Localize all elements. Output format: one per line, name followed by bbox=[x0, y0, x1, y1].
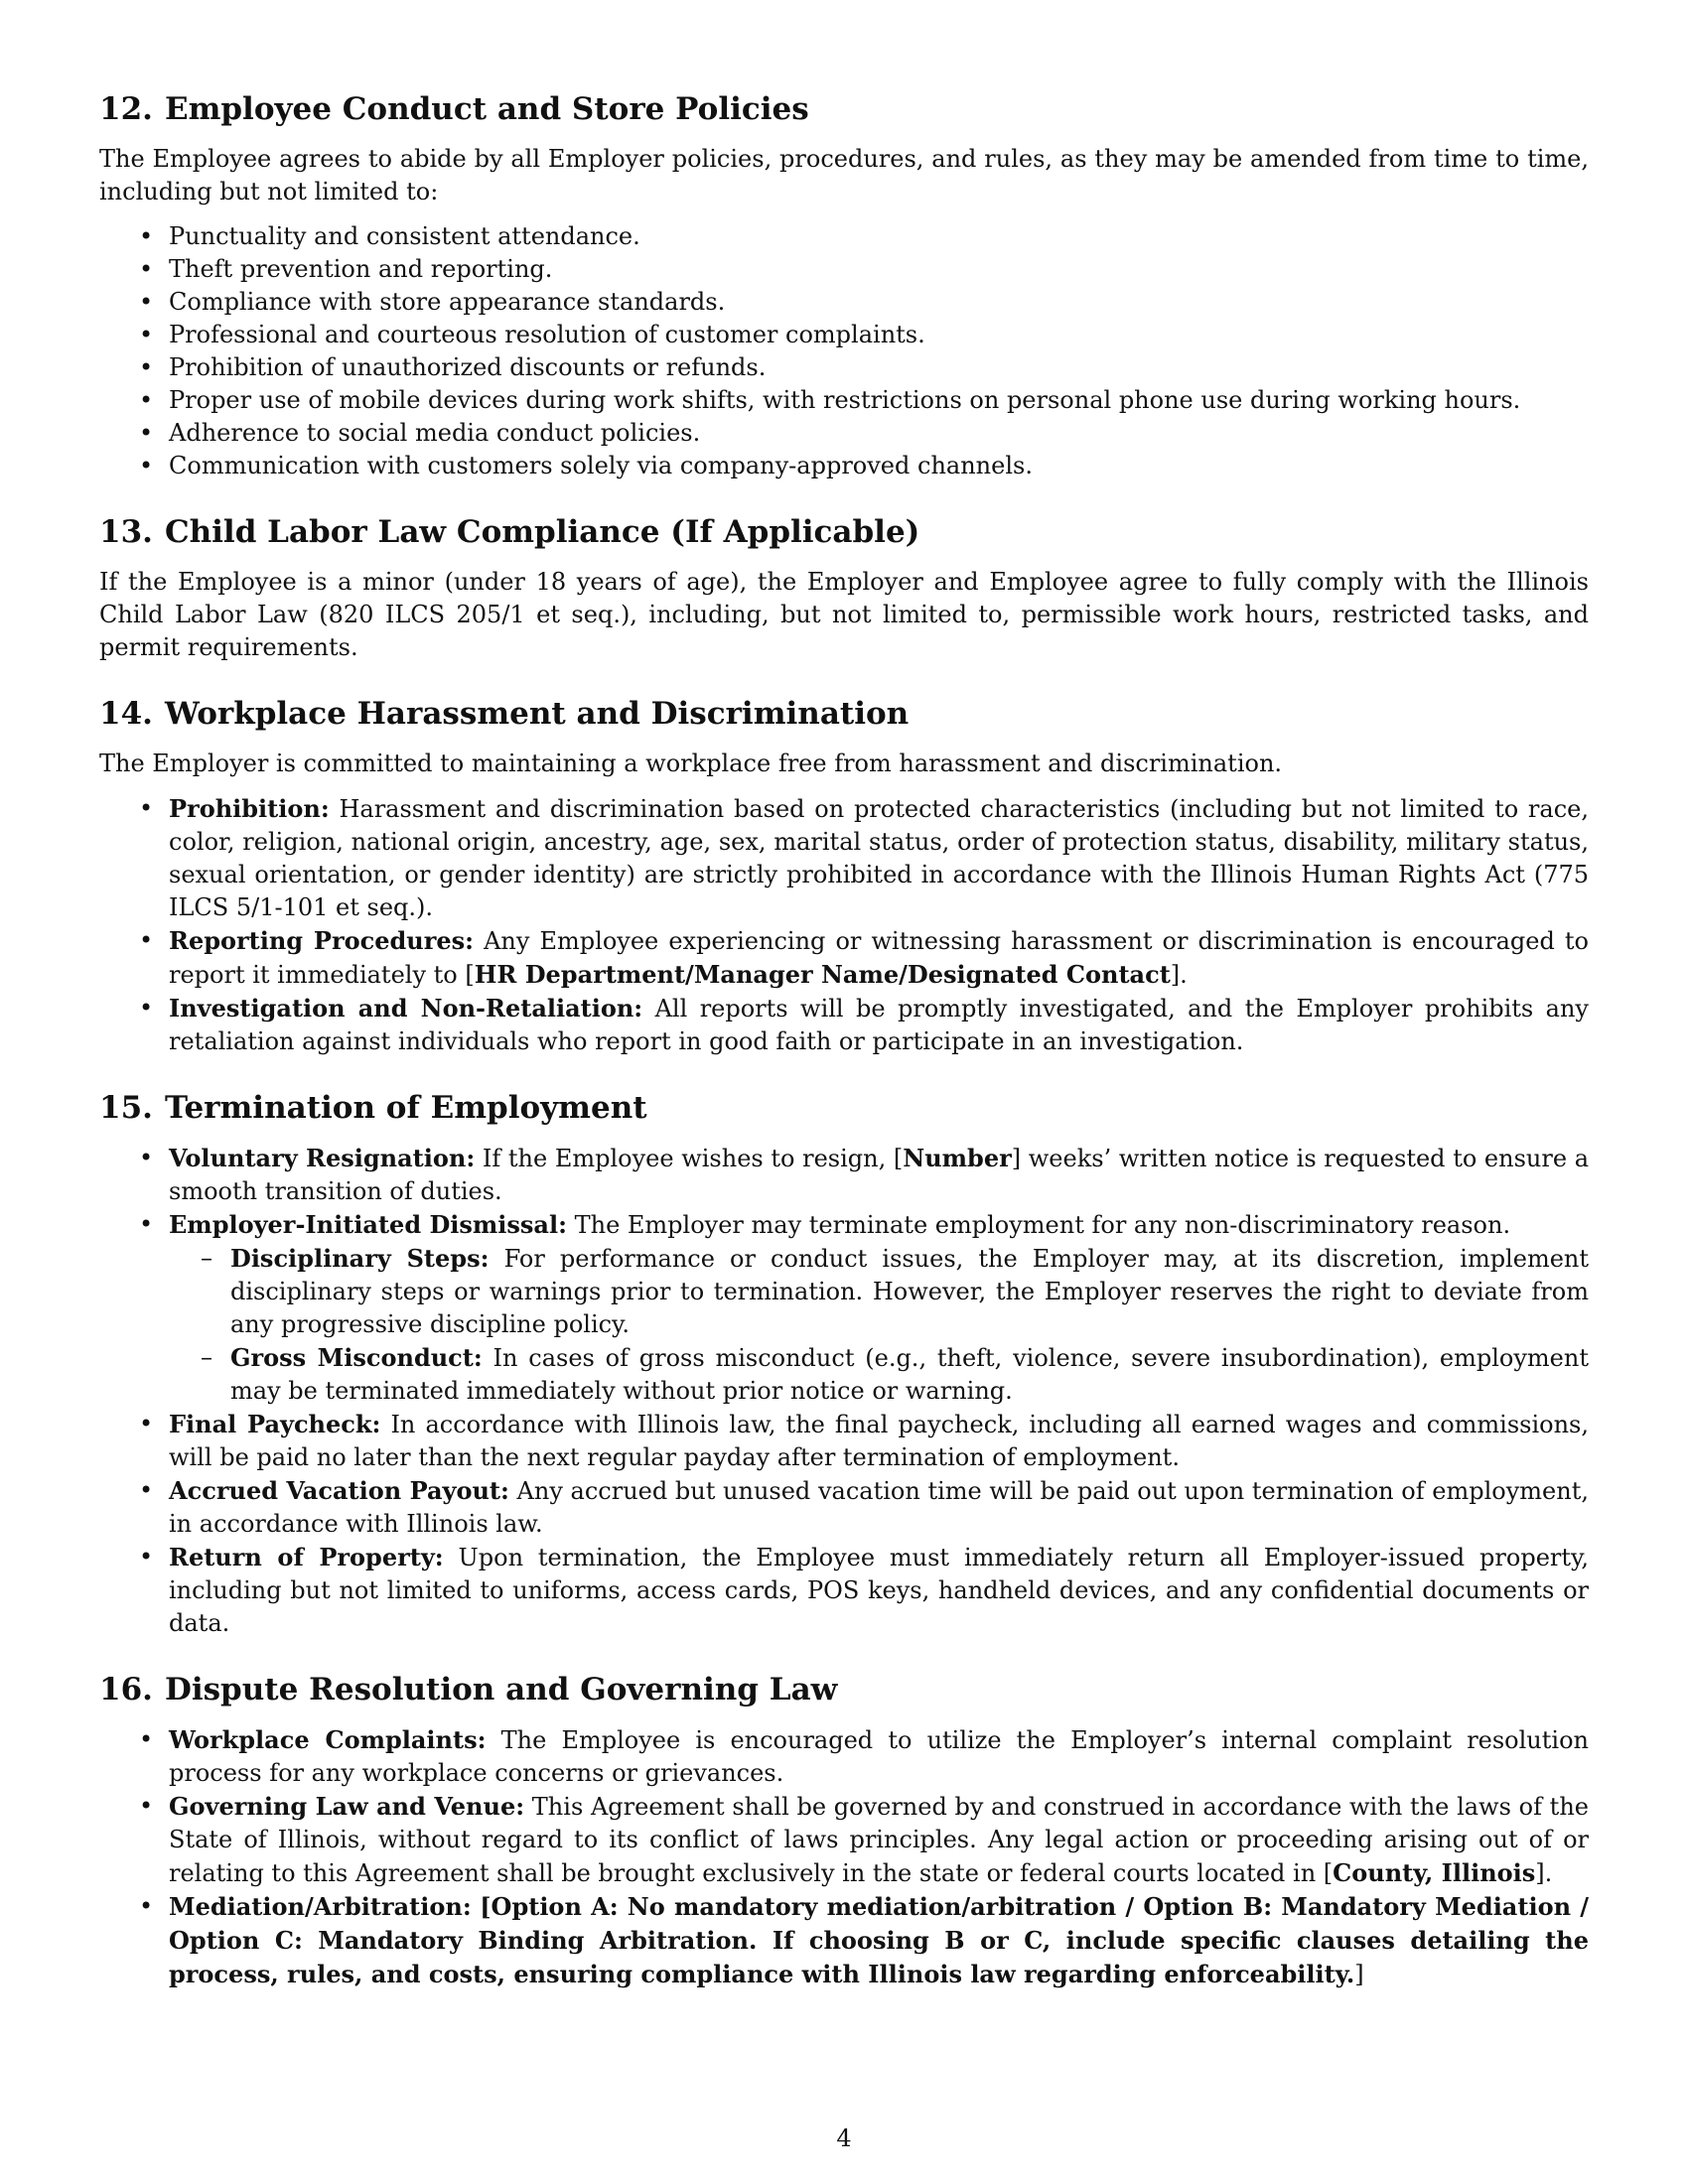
item-text: [Option A: No mandatory mediation/arbitration / Option B: Mandatory Mediation / Option C: Mandatory Binding Arbitration. If choosing B or C, include specific clauses detailing the process, rules, and costs, ensuring compliance with Illinois law regarding enforceability. bbox=[169, 1892, 1589, 1988]
item-text: Harassment and discrimination based on protected characteristics (including but not limited to race, color, religion, national origin, ancestry, age, sex, marital status, order of protection status, disability, military status, sexual orientation, or gender identity) are strictly prohibited in accordance with the Illinois Human Rights Act (775 ILCS 5/1-101 et seq.). bbox=[169, 795, 1589, 921]
list-item bbox=[99, 1541, 1589, 1640]
list-item bbox=[99, 1208, 1589, 1408]
section-heading bbox=[99, 694, 1589, 734]
section-number: 15. bbox=[99, 1090, 153, 1126]
item-label: Accrued Vacation Payout: bbox=[169, 1476, 509, 1505]
list-item: • Professional and courteous resolution of customer complaints. bbox=[99, 319, 1589, 351]
sub-item-text: In cases of gross misconduct (e.g., theft, violence, severe insubordination), employment may be terminated immediately without prior notice or warning. bbox=[230, 1344, 1589, 1405]
item-label: Reporting Procedures: bbox=[169, 926, 474, 955]
list-item bbox=[99, 1408, 1589, 1474]
list-item bbox=[99, 924, 1589, 992]
section-intro: The Employer is committed to maintaining a workplace free from harassment and discrimination. bbox=[99, 750, 1283, 777]
page-number: 4 bbox=[836, 2124, 852, 2152]
section-number: 12. bbox=[99, 91, 153, 127]
list-item: • Proper use of mobile devices during work shifts, with restrictions on personal phone use during working hours. bbox=[99, 384, 1589, 417]
section-title: Dispute Resolution and Governing Law bbox=[164, 1672, 838, 1707]
sub-list-item bbox=[169, 1341, 1589, 1408]
item-text: This Agreement shall be governed by and construed in accordance with the laws of the State of Illinois, without regard to its conflict of laws principles. Any legal action or proceeding arising out of or relating to this Agreement shall be brought exclusively in the state or federal courts located in [ bbox=[169, 1793, 1589, 1887]
list-item: • Compliance with store appearance standards. bbox=[99, 286, 1589, 319]
section-number: 16. bbox=[99, 1672, 153, 1707]
list-item bbox=[99, 1790, 1589, 1890]
item-text-after: ]. bbox=[1170, 961, 1188, 989]
termination-list bbox=[99, 1142, 1589, 1640]
sub-item-text: For performance or conduct issues, the Employer may, at its discretion, implement disciplinary steps or warnings prior to termination. However, the Employer reserves the right to deviate from any progressive discipline policy. bbox=[230, 1245, 1590, 1338]
section-title: Child Labor Law Compliance (If Applicable) bbox=[164, 514, 920, 550]
dispute-list bbox=[99, 1723, 1589, 1991]
document-page bbox=[99, 89, 1589, 2021]
section-heading bbox=[99, 89, 1589, 129]
conduct-list bbox=[99, 220, 1589, 482]
sub-list bbox=[169, 1242, 1589, 1408]
section-heading bbox=[99, 1088, 1589, 1128]
section-13 bbox=[99, 512, 1589, 664]
item-label: Final Paycheck: bbox=[169, 1410, 381, 1438]
section-title: Employee Conduct and Store Policies bbox=[164, 91, 809, 127]
list-item bbox=[99, 1474, 1589, 1541]
item-text: Upon termination, the Employee must immediately return all Employer-issued property, including but not limited to uniforms, access cards, POS keys, handheld devices, and any confidential documents or data. bbox=[169, 1544, 1590, 1637]
section-16 bbox=[99, 1670, 1589, 1991]
sub-list-item bbox=[169, 1242, 1589, 1341]
list-item bbox=[99, 1723, 1589, 1790]
item-text-after: ]. bbox=[1535, 1859, 1553, 1887]
section-heading bbox=[99, 1670, 1589, 1709]
sub-item-label: Gross Misconduct: bbox=[230, 1343, 483, 1372]
item-label: Governing Law and Venue: bbox=[169, 1792, 525, 1821]
list-item bbox=[99, 792, 1589, 924]
item-text: All reports will be promptly investigated, and the Employer prohibits any retaliation against individuals who report in good faith or participate in an investigation. bbox=[169, 995, 1589, 1055]
item-placeholder: Number bbox=[903, 1144, 1012, 1172]
item-label: Employer-Initiated Dismissal: bbox=[169, 1210, 567, 1239]
item-text-after: ] bbox=[1354, 1961, 1364, 1988]
list-item: • Prohibition of unauthorized discounts or refunds. bbox=[99, 351, 1589, 384]
item-label: Voluntary Resignation: bbox=[169, 1144, 476, 1172]
item-label: Workplace Complaints: bbox=[169, 1725, 487, 1754]
item-label: Prohibition: bbox=[169, 794, 330, 823]
section-number: 13. bbox=[99, 514, 153, 550]
item-text: In accordance with Illinois law, the final paycheck, including all earned wages and commissions, will be paid no later than the next regular payday after termination of employment. bbox=[169, 1411, 1589, 1471]
item-text: The Employer may terminate employment for any non-discriminatory reason. bbox=[574, 1211, 1511, 1239]
item-label: Investigation and Non-Retaliation: bbox=[169, 994, 643, 1023]
harassment-list bbox=[99, 792, 1589, 1058]
list-item bbox=[99, 1142, 1589, 1208]
list-item bbox=[99, 1890, 1589, 1991]
item-text: The Employee is encouraged to utilize the Employer’s internal complaint resolution process for any workplace concerns or grievances. bbox=[169, 1726, 1589, 1787]
item-text: Any accrued but unused vacation time will be paid out upon termination of employment, in accordance with Illinois law. bbox=[169, 1477, 1589, 1538]
item-text: Any Employee experiencing or witnessing harassment or discrimination is encouraged to report it immediately to [ bbox=[169, 927, 1589, 989]
section-body: If the Employee is a minor (under 18 years of age), the Employer and Employee agree to fully comply with the Illinois Child Labor Law (820 ILCS 205/1 et seq.), including, but not limited to, permissible work hours, restricted tasks, and permit requirements. bbox=[99, 568, 1589, 661]
section-intro: The Employee agrees to abide by all Employer policies, procedures, and rules, as they may be amended from time to time, including but not limited to: bbox=[99, 145, 1589, 205]
item-text-after: ] weeks’ written notice is requested to ensure a smooth transition of duties. bbox=[169, 1145, 1590, 1205]
list-item: • Theft prevention and reporting. bbox=[99, 253, 1589, 286]
section-number: 14. bbox=[99, 696, 153, 732]
item-placeholder: HR Department/Manager Name/Designated Contact bbox=[474, 960, 1171, 989]
section-title: Workplace Harassment and Discrimination bbox=[164, 696, 910, 732]
sub-item-label: Disciplinary Steps: bbox=[230, 1244, 490, 1273]
list-item: • Communication with customers solely via company-approved channels. bbox=[99, 450, 1589, 482]
item-label: Mediation/Arbitration: bbox=[169, 1892, 472, 1921]
list-item: • Adherence to social media conduct policies. bbox=[99, 417, 1589, 450]
list-item: • Punctuality and consistent attendance. bbox=[99, 220, 1589, 253]
item-text: If the Employee wishes to resign, [ bbox=[482, 1145, 904, 1172]
section-15 bbox=[99, 1088, 1589, 1640]
section-title: Termination of Employment bbox=[164, 1090, 647, 1126]
section-heading bbox=[99, 512, 1589, 552]
section-14 bbox=[99, 694, 1589, 1058]
item-placeholder: County, Illinois bbox=[1333, 1858, 1536, 1887]
item-label: Return of Property: bbox=[169, 1543, 444, 1571]
section-12 bbox=[99, 89, 1589, 482]
list-item bbox=[99, 992, 1589, 1058]
